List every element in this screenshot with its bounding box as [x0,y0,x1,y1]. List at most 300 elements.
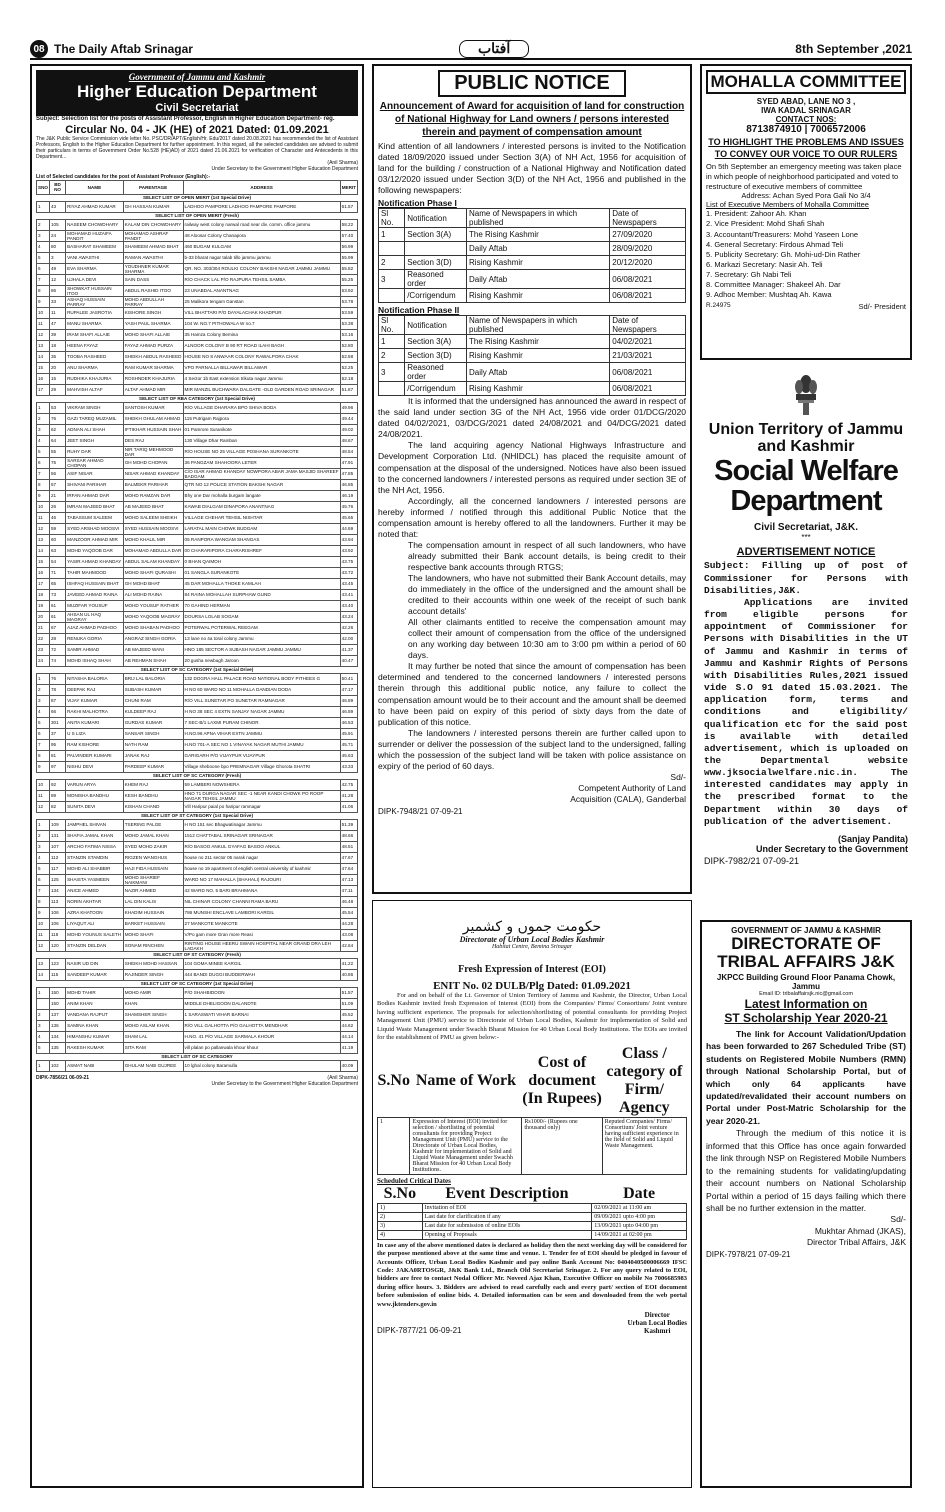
he-cell: 56.99 [340,241,357,252]
he-cell: 71 [49,567,65,578]
table-row [37,969,358,980]
he-cell: 47.67 [340,852,357,863]
he-cell: MOHD RAMZAN DAR [123,490,183,501]
he-cell: SHEIKH ABDUL RASHEED [123,351,183,362]
ulb-eoi-notice [372,900,692,1488]
he-cell: 125 [49,874,65,885]
pn-cell: Section 3(A) [405,335,467,349]
he-cell: 4 Sector 1b East extension trikuta nagar Jammu [183,373,340,384]
pn-cell: Daily Aftab [467,363,610,382]
table-row [37,567,358,578]
he-section-row [37,395,358,402]
table-row [37,340,358,351]
he-cell: ADNAN ALI SHAH [66,424,124,435]
pn-cell: 3 [379,270,405,289]
pn-cell: 06/08/2021 [610,363,686,382]
pn-bullet2: The landowners, who have not submitted their Bank Account details, may do immediately in the office of the undersigned and the amount shall be credited to their accounts within one week of the receipt of such bank account details' [408,572,686,617]
he-cell: HAJI FIDA HUSSAIN [123,863,183,874]
table-row [37,907,358,918]
he-cell: 41.19 [340,1042,357,1053]
he-cell: 135 [49,1042,65,1053]
table-row [37,779,358,790]
he-cell: 89 [49,790,65,801]
he-cell: 62 [49,424,65,435]
he-cell: 14 [37,351,50,362]
he-cell: SANTOSH KUMAR [123,402,183,413]
he-cell: ANITA KUMARI [66,717,124,728]
issue-date: 8th September ,2021 [795,42,912,56]
table-row [37,611,358,622]
ta-gov: GOVERNMENT OF JAMMU & KASHMIR [731,926,881,935]
table-row [37,885,358,896]
he-cell: 12 [37,801,50,812]
he-cell: 7 [37,739,50,750]
he-cell: 5 [37,446,50,457]
he-cell: 29 [49,384,65,395]
he-cell: 52.58 [340,351,357,362]
he-cell: 115 Putrigam Rajpora [183,413,340,424]
he-cell: 56 [49,468,65,479]
ulb-sign3: Kashmri [644,1327,671,1336]
table-row [379,382,686,396]
ulb-col-header: S.No [377,1071,410,1089]
he-cell: 48.67 [340,435,357,446]
ulb-directorate: Directorate of Urban Local Bodies Kashmir [459,935,605,944]
he-cell: ANU SHARMA [66,362,124,373]
he-cell: 12 [49,274,65,285]
list-item: 6. Markazi Secretary: Nasir Ah. Teli [706,259,823,269]
he-cell: 444 BANDI DUGGI BUDDERWAH [183,969,340,980]
he-cell: 7 [37,274,50,285]
ulb-fresh-eoi: Fresh Expression of Interest (EOI) [458,964,606,975]
ta-para1: The link for Account Validation/Updation has been forwarded to 267 Scheduled Tribe (ST) students on Registered Mobile Numbers (RMN) through National Scholarship Portal, but of which only 64 applicants have updated/revalidated their account numbers on Portal under Post-Matric Scholarship for the year 2020-21. [706,1028,906,1126]
he-cell: R/O CHACK LAL P/O RAJPURA TEHSIL SAMBA [183,274,340,285]
he-cell: ANICE AHMED [66,885,124,896]
he-cell: 12 [37,940,50,951]
he-cell: 102 [49,1060,65,1071]
pn-sign1: Competent Authority of Land [578,782,686,793]
pn-cell: 2 [379,349,405,363]
he-cell: SANDEEP KUMAR [66,969,124,980]
he-cell: 11 [37,929,50,940]
he-cell: house no 211 sector 05 narak nagar [183,852,340,863]
he-cell: 87 [49,695,65,706]
mc-body: On 5th September an emergency meeting was taken place in which people of neighborhood participated and voted to restructure of executive members of committee [706,162,902,191]
he-cell: 460 BUGAM KULGAM [183,241,340,252]
he-cell: 55.99 [340,252,357,263]
table-row [37,274,358,285]
he-cell: 92 [49,779,65,790]
he-cell: 43.40 [340,600,357,611]
table-row [37,918,358,929]
he-cell: 19 [37,600,50,611]
he-cell: 1 [37,402,50,413]
he-cell: 46.85 [340,479,357,490]
he-cell: 43 [49,201,65,212]
mc-address: Address: Achan Syed Pora Gali No 3/4 [741,191,871,201]
he-cell: 3 [37,424,50,435]
table-row [37,790,358,801]
he-cell: 7 [37,885,50,896]
he-cell: 4 [37,1031,50,1042]
he-cell: RUHY DAR [66,446,124,457]
pn-cell: Section 3(D) [405,256,467,270]
pn-bullet3: All other claimants entitled to receive the compensation amount may collect their amount of compensation from the office of the undersigned on any working day between 10:30 am to 3:00 pm within a period of 60 days. [408,617,686,661]
he-cell: 48.54 [340,446,357,457]
sw-sign1: (Sanjay Pandita) [837,833,908,844]
he-cell: 48.66 [340,830,357,841]
mc-title: MOHALLA COMMITTEE [706,70,906,94]
he-cell: GHULAM NABI GUJREE [123,1060,183,1071]
mc-contact: CONTACT NOS: [775,115,837,124]
table-row [379,349,686,363]
he-cell: CHUNI RAM [123,695,183,706]
table-row [37,296,358,307]
he-cell: 13 [37,958,50,969]
table-row [37,896,358,907]
he-cell: 51.39 [340,819,357,830]
he-cell: 9 [37,296,50,307]
he-cell: NIR TARIQ MEHMOOD DAR [123,446,183,457]
he-cell: IFTIKHAR HUSSAIN SHAH [123,424,183,435]
he-selection-table [36,180,358,1072]
he-cell: 45.63 [340,750,357,761]
he-cell: AHSAN UL HAQ MAGRAY [66,611,124,622]
table-row [379,270,686,289]
he-cell: KAWAB DIALGAM DINAPORA ANANTNAG [183,501,340,512]
he-cell: POTERWAL POTERWAL REEGAM [183,622,340,633]
he-cell: 12 [37,523,50,534]
he-cell: 74 [49,655,65,666]
list-item: 4. General Secretary: Firdous Ahmad Teli [706,239,844,249]
page-header [30,40,912,60]
he-cell: 120 [49,940,65,951]
he-section-row [37,666,358,673]
he-cell: 45.65 [340,512,357,523]
pn-cell: Rising Kashmir [467,289,610,303]
he-cell: 57.40 [340,230,357,241]
he-cell: HNO 185 SECTOR A SUBASH NAGAR JAMMU JAMMU [183,644,340,655]
he-cell: MOHAMAD ABDULLA DAR [123,545,183,556]
he-cell: R/O BASOO ANKUL GYAFAG BASOO ANKUL [183,841,340,852]
table-row [37,987,358,998]
he-cell: 67 [49,622,65,633]
he-cell: 01 Pamrore Suranikote [183,424,340,435]
he-cell: 15 [49,373,65,384]
he-cell: SAIN DASS [123,274,183,285]
he-cell: R/O HOUSE NO 25 VILLAGE POSHANA SURANKOTE [183,446,340,457]
he-cell: H.NO 701-A SEC NO 1 VINAYAK NAGAR MUTHI JAMMU [183,739,340,750]
he-cell: 104 GOMA MINEE KARGIL [183,958,340,969]
list-item: 1. President: Zahoor Ah. Khan [706,209,807,219]
he-cell: 63 [49,545,65,556]
he-cell [37,998,50,1009]
pn-col-header: Notification [405,316,467,335]
list-item: 9. Adhoc Member: Mushtaq Ah. Kawa [706,290,832,300]
he-cell: 117 [49,863,65,874]
he-cell: RUDHIKA KHAJURIA [66,373,124,384]
he-cell: SUBASH KUMAR [123,684,183,695]
he-cell: 44.28 [340,918,357,929]
pn-col-header: Name of Newspapers in which published [467,209,610,228]
pn-col-header: Date of Newspapers [610,316,686,335]
he-cell: 25 Malikora tengam Ganstan [183,296,340,307]
he-cell: TAHIR MAHMOOD [66,567,124,578]
he-cell: 47.17 [340,684,357,695]
he-cell: 80 [49,241,65,252]
he-cell: 11 [37,318,50,329]
he-cell: 17 [37,384,50,395]
he-cell: 8 [37,750,50,761]
he-cell: 43.24 [340,611,357,622]
table-row [37,728,358,739]
he-cell: 27 MANKOTE MANKOTE [183,918,340,929]
pn-para3: The land acquiring agency National Highways Infrastructure and Development Corporation Ltd. (NHIDCL) has placed the requisite amount of compensation at the disposal of the undersigned. Notices have also been issued to the concerned landowners / interested persons as required under section 3E of the NH Act, 1956. [378,440,686,495]
he-cell: 49.02 [340,424,357,435]
ulb-cell: Expression of Interest (EOI) invited for selection / shortlisting of potential consultants for providing Project Management Unit (PMU) service to the Directorate of Urban Local Bodies, Kashmir for implementation of Solid and Liquid Waste Management under Swachh Bharat Mission for 40 Urban Local Body Institutions. [410,1117,522,1174]
he-cell: 8 [37,285,50,296]
he-cell: 43.41 [340,589,357,600]
table-row [37,318,358,329]
pn-cell: 1 [379,335,405,349]
he-cell: JAMPHEL SHIVAN [66,819,124,830]
he-cell: HOUSE NO 8 ANWAAR COLONY RAWALPORA CHAK [183,351,340,362]
he-cell: KHAN [123,998,183,1009]
he-cell: 48.51 [340,841,357,852]
he-col-header: PARENTAGE [123,180,183,194]
he-cell: 61 [49,600,65,611]
table-row [37,863,358,874]
ulb-date-cell: 09/09/2021 upto 4:00 pm [592,1212,687,1221]
table-row [37,241,358,252]
table-row [37,717,358,728]
he-cell: KULDEEP RAJ [123,706,183,717]
he-cell: 41.06 [340,801,357,812]
he-cell: ASMAT NABI [66,1060,124,1071]
he-cell: 57 [49,479,65,490]
pn-col-header: Notification [405,209,467,228]
he-cell: RAJINDER SINGH [123,969,183,980]
he-cell: 42.75 [340,779,357,790]
pn-sd: Sd/- [670,771,686,782]
he-cell: Bhy one Dar mohalla burgam langate [183,490,340,501]
he-gov: Government of Jammu and Kashmir [128,72,266,82]
he-cell: 64 [49,435,65,446]
table-row [37,413,358,424]
table-row [379,256,686,270]
ulb-date-cell: 4) [378,1230,423,1239]
table-row [379,228,686,242]
pn-cell: Daily Aftab [467,270,610,289]
he-cell: 115 [49,969,65,980]
pn-cell: Rising Kashmir [467,349,610,363]
table-row [37,830,358,841]
he-cell: 2 [37,684,50,695]
mc-addr2: IWA KADAL SRINAGAR [761,106,851,115]
he-col-header: ADDRESS [183,180,340,194]
mc-list-title: List of Executive Members of Mohalla Committee [706,200,869,210]
ulb-date-cell: Last date for submission of online EOIs [422,1221,592,1230]
table-row [379,242,686,256]
he-cell: R/O VILL GALHOTTA P/O GALHOTTA MENDHAR [183,1020,340,1031]
mc-member-list [706,209,906,300]
he-cell: QTR NO 12 POLICE STATION BAKSHI NAGAR [183,479,340,490]
he-cell: RIGZEN WANGHUS [123,852,183,863]
he-cell: MOHD SHAFI ALLAIE [123,329,183,340]
he-cell: 40.86 [340,969,357,980]
he-cell: AZRA KHATOON [66,907,124,918]
he-secretariat: Civil Secretariat [155,102,239,114]
he-intro: The J&K Public Service Commission vide letter No. PSC/DR/APT/English/Hr. Edu/2017 dated 20.08.2021 has recommended the list of Assistant Professors, English to the Higher Education Department for further appointment. In this regard, all the selected candidates are advised to submit their particulars in terms of Government Order No.528 (HE)AD) of 2021 dated 21.06.2021 for verification of Character and Antecedents in this Department... [36,135,358,160]
pn-cell [379,289,405,303]
pn-cell: Daily Aftab [467,242,610,256]
he-cell: 10 [37,501,50,512]
he-cell: 47.11 [340,885,357,896]
he-cell: 53.38 [340,318,357,329]
he-cell: 0 BHAN QAIMOH [183,556,340,567]
he-cell: 52.18 [340,373,357,384]
he-cell: HEENA FAYAZ [66,340,124,351]
pn-phase2-table [378,315,686,396]
pn-phase2-title: Notification Phase II [378,305,460,316]
he-cell: SHEIKH GHULAM AHMAD [123,413,183,424]
he-cell: 55.25 [340,274,357,285]
he-cell: 97 [49,761,65,772]
he-sign4: Under Secretary to the Government Higher Education Department [211,1080,358,1087]
he-cell: 18 [49,340,65,351]
he-cell: 48 Aloosar Colony Chanapora [183,230,340,241]
he-cell: 49.44 [340,413,357,424]
he-section-title: SELECT LIST OF SC CATEGORY [37,1053,358,1060]
he-cell: RAKESH KUMAR [66,1042,124,1053]
ta-heading2: ST Scholarship Year 2020-21 [724,1010,888,1025]
he-cell: 131 [49,830,65,841]
he-section-title: SELECT LIST OF SC CATEGORY (1st Special Drive) [37,980,358,987]
he-cell: AJAZ AHMAD PADHOO [66,622,124,633]
pn-cell: 06/08/2021 [610,270,686,289]
he-cell: BALMEKR PARIHAR [123,479,183,490]
he-section-title: SELECT LIST OF OPEN MERIT (Fresh) [37,212,358,219]
table-row [37,252,358,263]
he-cell: 104 W. NO.7 PITHOWALA W no.7 [183,318,340,329]
table-row [37,633,358,644]
ulb-date-cell: 3) [378,1221,423,1230]
he-cell: 95 [49,739,65,750]
he-cell: 6 [37,728,50,739]
he-section-title: SELECT LIST OF RBA CATEGORY (1st Special Drive) [37,395,358,402]
pn-cell: 1 [379,228,405,242]
he-cell: 4 [37,435,50,446]
he-cell: 41.28 [340,790,357,801]
he-cell: MANZOOR AHMAD MIR [66,534,124,545]
pn-announcement: Announcement of Award for acquisition of land for construction of National Highway for Land owners / persons interested therein and payment of compensation amount [379,101,685,138]
he-cell: ABDUL SALAM KHANDAY [123,556,183,567]
he-cell: 6 [37,874,50,885]
he-cell: 6 [37,263,50,274]
he-cell: 47.64 [340,863,357,874]
he-cell: UJHALA DEVI [66,274,124,285]
mc-heading2: TO CONVEY OUR VOICE TO OUR RULERS [714,149,898,159]
ulb-date-cell: Invitation of EOI [422,1203,592,1212]
he-cell: 05 RANPORA WANGAM SHANGAS [183,534,340,545]
table-row [37,578,358,589]
pn-para5: It may further be noted that since the amount of compensation has been determined and tendered to the concerned landowners / interested persons therein through this additional public notice, any failure to collect the compensation amount would be to their account and the amount shall be deemed to have been paid on expiry of this period of sixty days from the date of publication of this notice. [378,661,686,727]
table-row [37,1060,358,1071]
he-cell: 82 [49,801,65,812]
mc-signature: Sd/- President [858,302,906,312]
ulb-urdu-title: حکومت جموں و کشمیر [462,919,602,935]
mohalla-committee [700,64,912,360]
he-cell: ANIM KHAN [66,998,124,1009]
table-row [379,363,686,382]
mc-heading1: TO HIGHLIGHT THE PROBLEMS AND ISSUES [708,137,904,147]
he-cell: P/O SHAHBIDOON [183,987,340,998]
he-cell: 65 [49,578,65,589]
he-cell: 81 [49,750,65,761]
table-row [37,435,358,446]
he-cell: 41.37 [340,644,357,655]
he-cell: 43.92 [340,545,357,556]
pn-cell: Rising Kashmir [467,256,610,270]
he-cell: 47.91 [340,457,357,468]
he-section-title: SELECT LIST OF SC CATEGORY (Fresh) [37,772,358,779]
he-cell: MOHD ALI SHABBIR [66,863,124,874]
he-cell: 6 [37,457,50,468]
he-cell: 8 [37,479,50,490]
he-cell: SHAISTA YASMEEN [66,874,124,885]
he-cell: 15 [37,362,50,373]
he-section-row [37,194,358,201]
he-cell: 1 [37,673,50,684]
he-subject: Subject: Selection list for the posts of Assistant Professor, English in Higher Education Department- reg. [36,116,335,122]
he-cell: 13 [37,340,50,351]
he-cell: 105 [49,219,65,230]
he-cell: RINTING HOUSE HEERU SWAIN HOSPITAL NEAR GRAND DRA LEH LADAKH [183,940,340,951]
table-row [378,1221,687,1230]
he-cell: 150 [49,987,65,998]
pn-cell: 2 [379,256,405,270]
he-cell: 5 [37,1042,50,1053]
he-cell: 45.54 [340,907,357,918]
he-cell: 1 SARASWATI VIHAR BARNAI [183,1009,340,1020]
he-cell: 39 [49,329,65,340]
he-cell: 14 [37,545,50,556]
pn-cell: 28/09/2020 [610,242,686,256]
he-cell: 51.87 [340,384,357,395]
he-cell: DOURSA LOLAB SOGAM [183,611,340,622]
pn-dipk: DIPK-7948/21 07-09-21 [378,806,463,816]
sw-cs: Civil Secretariat, J&K. [754,522,858,534]
list-item: 3. Accountant/Treasurers: Mohd Yaseen Lone [706,229,859,239]
pn-cell: Section 3(D) [405,349,467,363]
he-cell: 41.22 [340,958,357,969]
ulb-cell: 1 [378,1117,410,1174]
table-row [37,655,358,666]
he-cell: AB MAJEED BHAT [123,501,183,512]
he-cell: 47.13 [340,874,357,885]
he-cell: 45.76 [340,501,357,512]
table-row [37,761,358,772]
he-cell: 47 [49,318,65,329]
he-cell: V/Po gam more Gran more Reasi [183,929,340,940]
he-cell: 17 [37,578,50,589]
pn-sign2: Acquisition (CALA), Ganderbal [570,793,686,804]
table-row [37,329,358,340]
table-row [37,446,358,457]
he-cell: ALTAF AHMAD MIR [123,384,183,395]
social-welfare-ad [700,366,912,912]
table-row [37,219,358,230]
